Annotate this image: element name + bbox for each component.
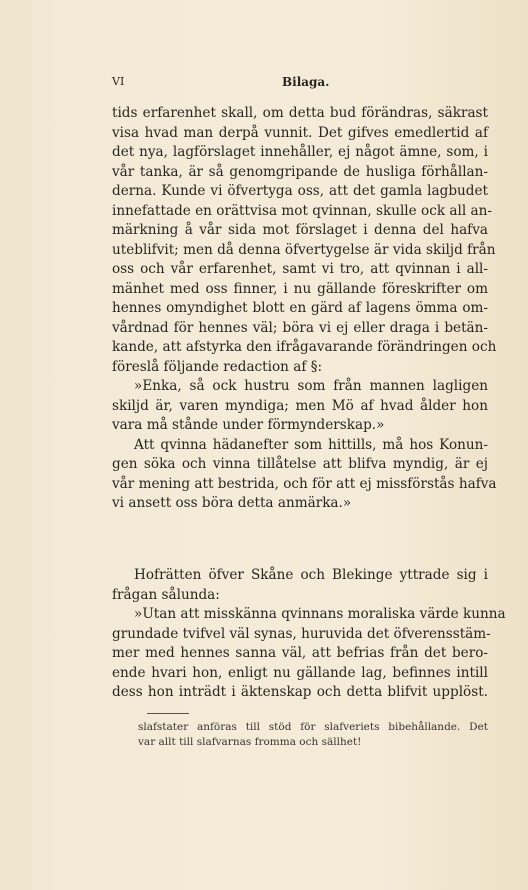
text-line: vi ansett oss böra detta anmärka.»: [112, 495, 352, 511]
text-line: ende hvari hon, enligt nu gällande lag, befinnes intill: [112, 664, 488, 681]
footnote-rule: [147, 713, 189, 714]
text-line: märkning å vår sida mot förslaget i denna del hafva: [112, 222, 488, 238]
text-line: föreslå följande redaction af §:: [112, 358, 323, 375]
text-line: hennes omyndighet blott en gärd af lagens ömma om-: [112, 300, 488, 316]
footnote-line: slafstater anföras till stöd för slafveriets bibehållande. Det: [138, 721, 488, 733]
text-line: mänhet med oss finner, i nu gällande föreskrifter om: [112, 280, 488, 297]
text-line: oss och vår erfarenhet, samt vi tro, att qvinnan i all-: [112, 261, 488, 277]
running-head: [112, 75, 488, 95]
paragraph-a: [112, 104, 497, 514]
text-line: gen söka och vinna tillåtelse att blifva myndig, är ej: [112, 456, 488, 472]
text-line: Hofrätten öfver Skåne och Blekinge yttrade sig i: [134, 567, 488, 583]
text-line: grundade tvifvel väl synas, huruvida det öfverensstäm-: [112, 625, 491, 642]
text-line: »Utan att misskänna qvinnans moraliska värde kunna: [134, 606, 506, 622]
text-line: det nya, lagförslaget innehåller, ej något ämne, som, i: [112, 144, 488, 160]
footnote-line: var allt till slafvarnas fromma och sällhet!: [138, 736, 362, 748]
page-number: VI: [112, 75, 125, 88]
text-line: mer med hennes sanna väl, att befrias från det bero-: [112, 645, 488, 661]
text-line: uteblifvit; men då denna öfvertygelse är vida skiljd från: [112, 241, 496, 258]
text-line: vårdnad för hennes väl; böra vi ej eller draga i betän-: [112, 319, 488, 336]
text-line: Att qvinna hädanefter som hittills, må hos Konun-: [134, 436, 488, 453]
footnote: [138, 720, 488, 750]
text-line: derna. Kunde vi öfvertyga oss, att det gamla lagbudet: [112, 183, 488, 199]
text-line: frågan sålunda:: [112, 586, 220, 603]
text-line: dess hon inträdt i äktenskap och detta blifvit upplöst.: [112, 684, 488, 700]
text-line: vår tanka, är så genomgripande de husliga förhållan-: [112, 163, 488, 180]
text-line: »Enka, så ock hustru som från mannen lagligen: [134, 378, 488, 394]
text-line: vår mening att bestrida, och för att ej missförstås hafva: [112, 475, 497, 492]
running-title: Bilaga.: [282, 75, 330, 89]
paragraph-b: [112, 566, 506, 703]
text-line: kande, att afstyrka den ifrågavarande förändringen och: [112, 339, 497, 355]
text-line: vara må stånde under förmynderskap.»: [112, 417, 385, 433]
text-line: skiljd är, varen myndiga; men Mö af hvad ålder hon: [112, 397, 488, 414]
text-line: innefattade en orättvisa mot qvinnan, skulle ock all an-: [112, 202, 492, 219]
text-line: tids erfarenhet skall, om detta bud förändras, säkrast: [112, 105, 488, 121]
text-line: visa hvad man derpå vunnit. Det gifves emedlertid af: [112, 124, 488, 141]
